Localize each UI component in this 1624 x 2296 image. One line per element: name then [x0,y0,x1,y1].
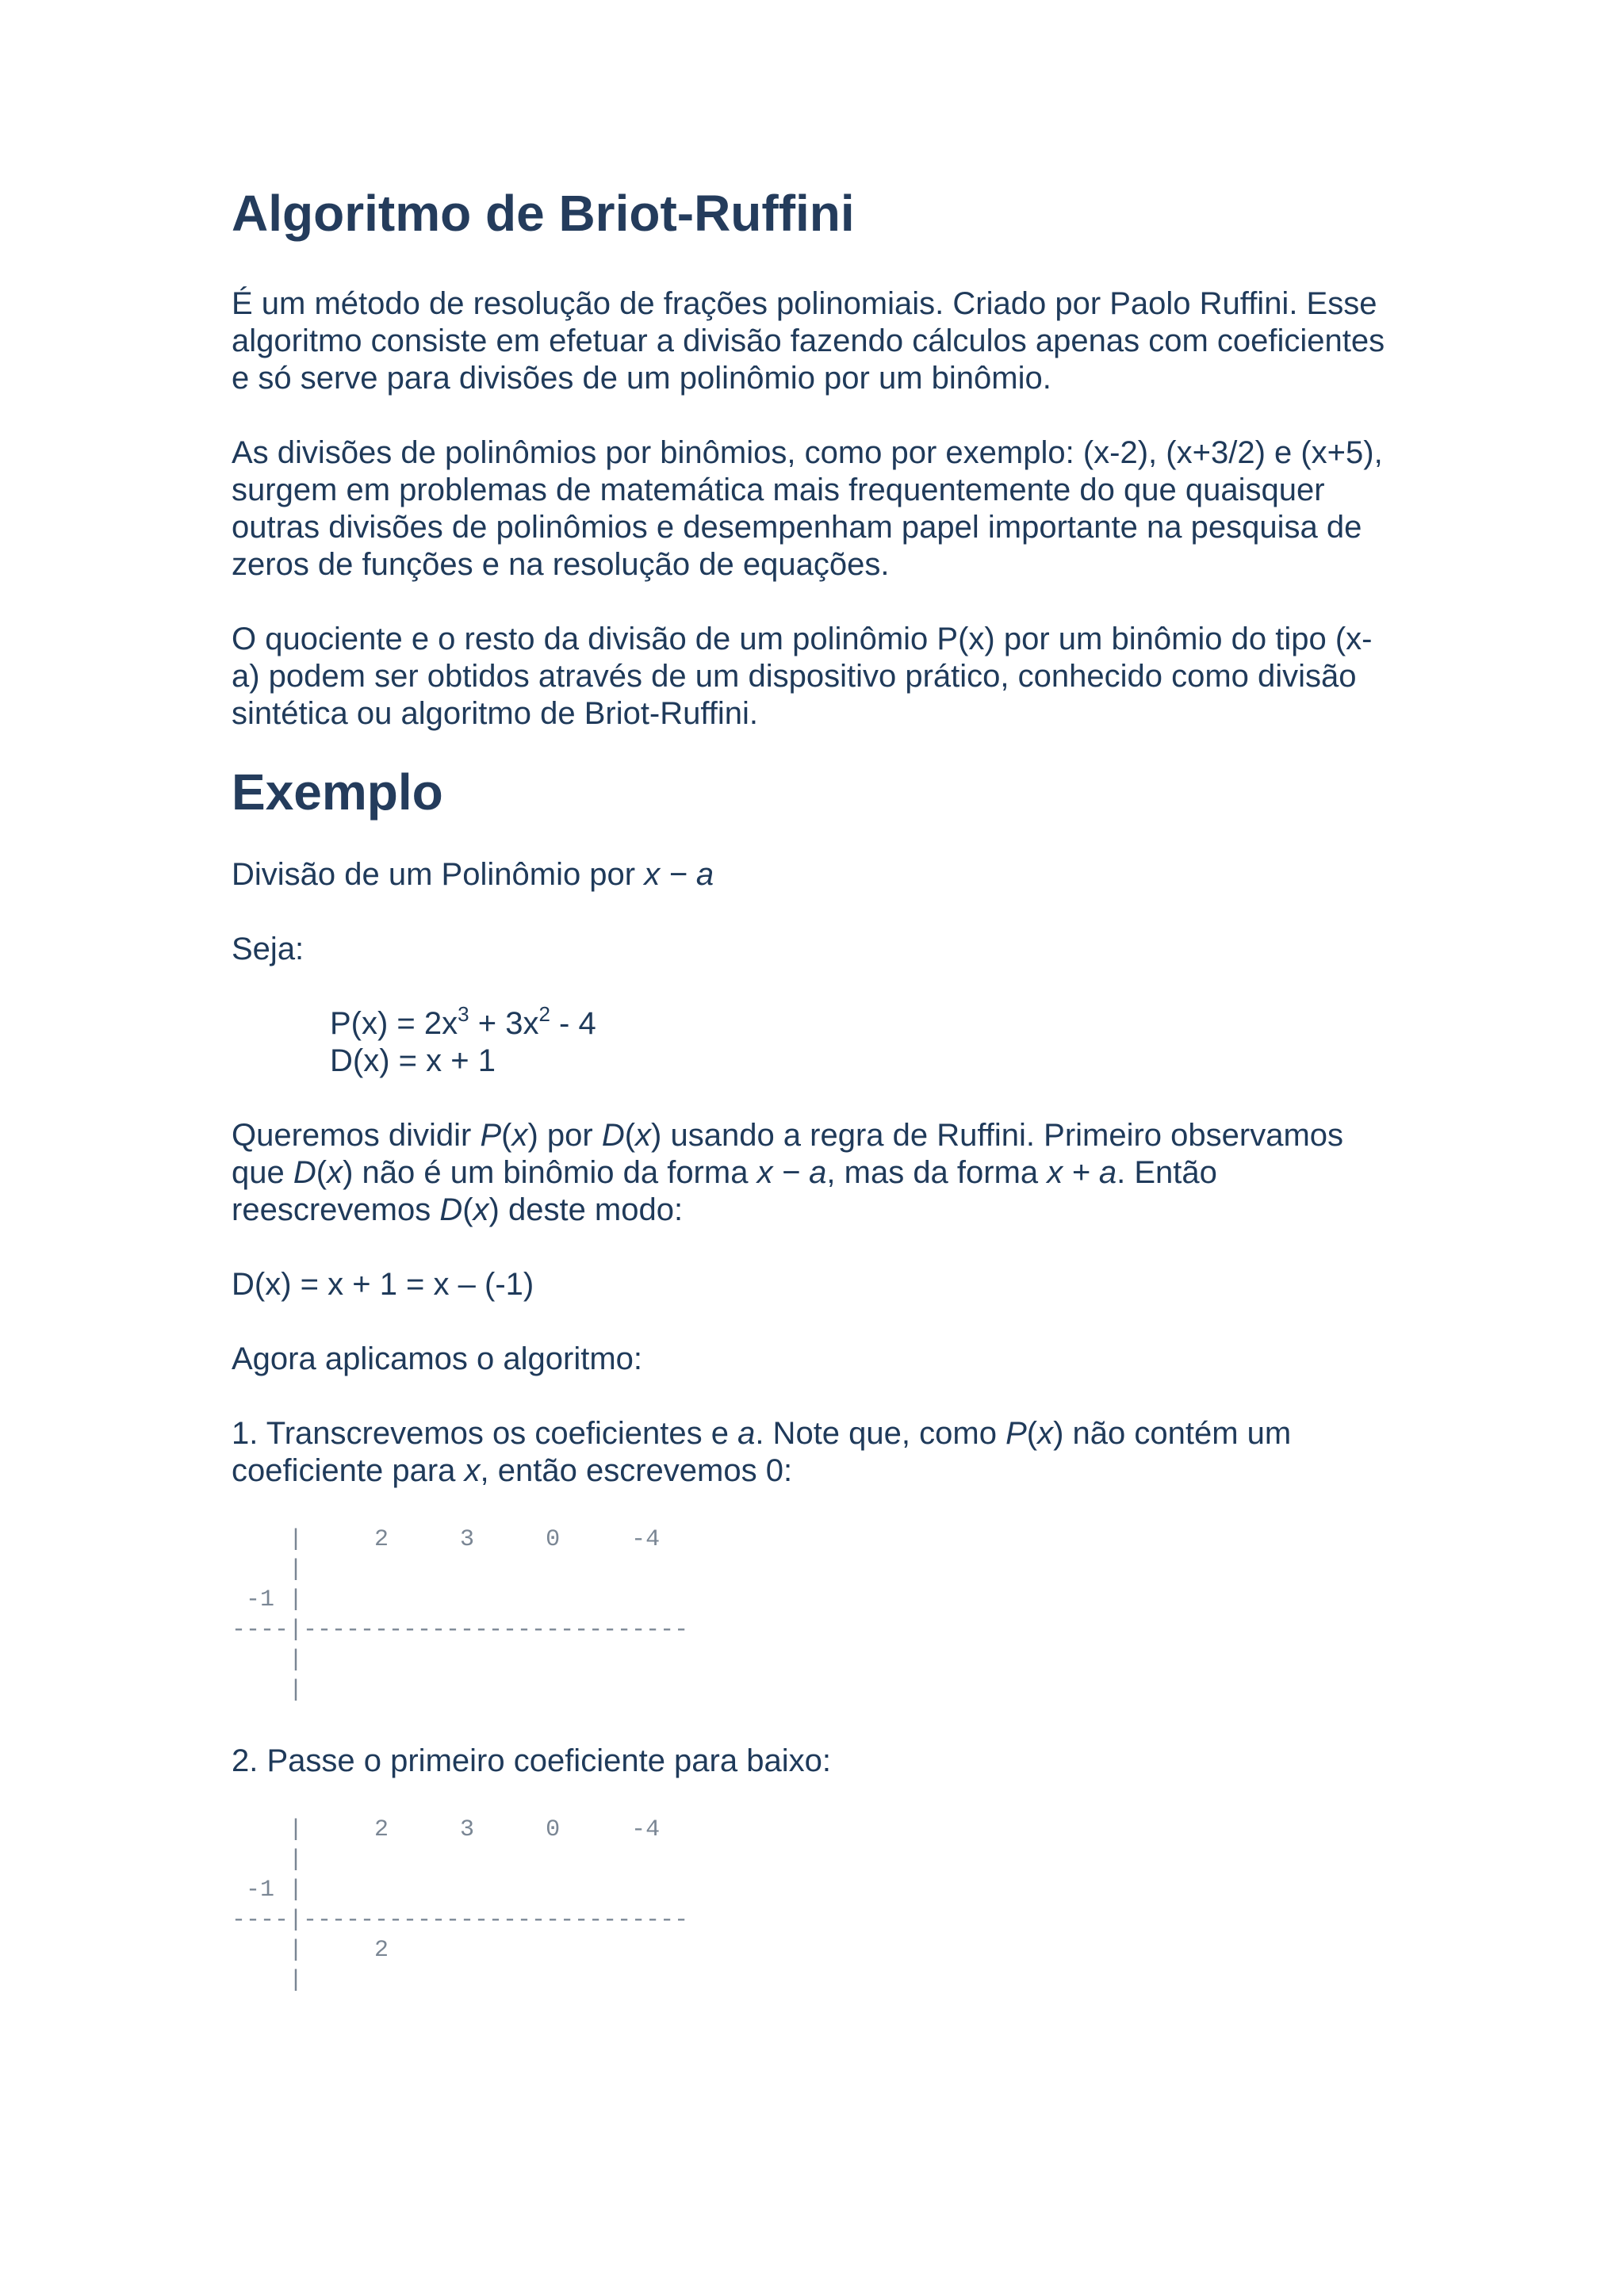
apply-algorithm-text: Agora aplicamos o algoritmo: [232,1341,643,1376]
math-run: D [439,1192,463,1227]
text-run: Queremos dividir [232,1118,481,1153]
px-part-b: + 3x [469,1006,539,1041]
intro-paragraph-1: É um método de resolução de frações polinomiais. Criado por Paolo Ruffini. Esse algoritmo consiste em efetuar a divisão fazendo cálculos apenas com coeficientes e só serve para divisões de um polinômio por um binômio. [232,286,1385,396]
math-run: x [327,1155,343,1190]
rewritten-divisor: D(x) = x + 1 = x – (-1) [232,1267,534,1302]
text-run: ( [462,1192,473,1227]
math-run: D [293,1155,316,1190]
math-run: x − a [756,1155,827,1190]
text-run: ) usando a regra de Ruffini. Primeiro observamos que [232,1118,1344,1190]
px-part-c: - 4 [550,1006,596,1041]
text-run: ) não é um binômio da forma [343,1155,757,1190]
document-page [232,182,1397,1996]
text-run: , mas da forma [826,1155,1048,1190]
text-run: ( [1026,1416,1038,1451]
ruffini-table-step-1: | 2 3 0 -4 | -1 | ----|--------------------------- | | [232,1526,689,1704]
step-1-text [232,1415,1397,1490]
math-run: D [601,1118,625,1153]
px-exponent-3: 3 [458,1002,469,1026]
math-run: x [511,1118,528,1153]
text-run: ) não contém um coeficiente para [232,1416,1292,1488]
math-run: x [635,1118,652,1153]
text-run: ( [624,1118,636,1153]
math-run: P [480,1118,502,1153]
ruffini-table-step-2: | 2 3 0 -4 | -1 | ----|--------------------------- | 2 | [232,1816,689,1994]
intro-paragraph-3: O quociente e o resto da divisão de um polinômio P(x) por um binômio do tipo (x-a) podem ser obtidos através de um dispositivo prático, conhecido como divisão sintética ou algoritmo de Briot-Ruffini. [232,622,1373,731]
polynomial-d: D(x) = x + 1 [330,1043,496,1078]
text-run: ) por [527,1118,602,1153]
intro-paragraph-2: As divisões de polinômios por binômios, como por exemplo: (x-2), (x+3/2) e (x+5), surgem em problemas de matemática mais frequentemente do que quaisquer outras divisões de polinômios e desempenham papel importante na pesquisa de zeros de funções e na resolução de equações. [232,435,1383,582]
example-subtitle-text: Divisão de um Polinômio por [232,857,645,892]
example-subtitle-math: x − a [644,857,714,892]
math-run: x [464,1453,481,1488]
example-subtitle [232,856,1397,894]
seja-label: Seja: [232,932,304,966]
px-exponent-2: 2 [538,1002,550,1026]
math-run: a [737,1416,756,1451]
step-2-text: 2. Passe o primeiro coeficiente para baixo: [232,1743,831,1778]
page-title: Algoritmo de Briot-Ruffini [232,185,855,242]
text-run: ) deste modo: [488,1192,684,1227]
polynomial-p [330,1002,1397,1043]
text-run: , então escrevemos 0: [480,1453,793,1488]
text-run: 1. Transcrevemos os coeficientes e [232,1416,738,1451]
text-run: . Note que, como [755,1416,1006,1451]
example-heading: Exemplo [232,763,443,821]
text-run: . Então reescrevemos [232,1155,1217,1227]
math-run: x + a [1047,1155,1117,1190]
text-run: ( [316,1155,327,1190]
text-run: ( [501,1118,512,1153]
explanation-paragraph [232,1117,1397,1229]
math-run: P [1005,1416,1027,1451]
px-part-a: P(x) = 2x [330,1006,458,1041]
math-run: x [473,1192,489,1227]
math-run: x [1037,1416,1054,1451]
